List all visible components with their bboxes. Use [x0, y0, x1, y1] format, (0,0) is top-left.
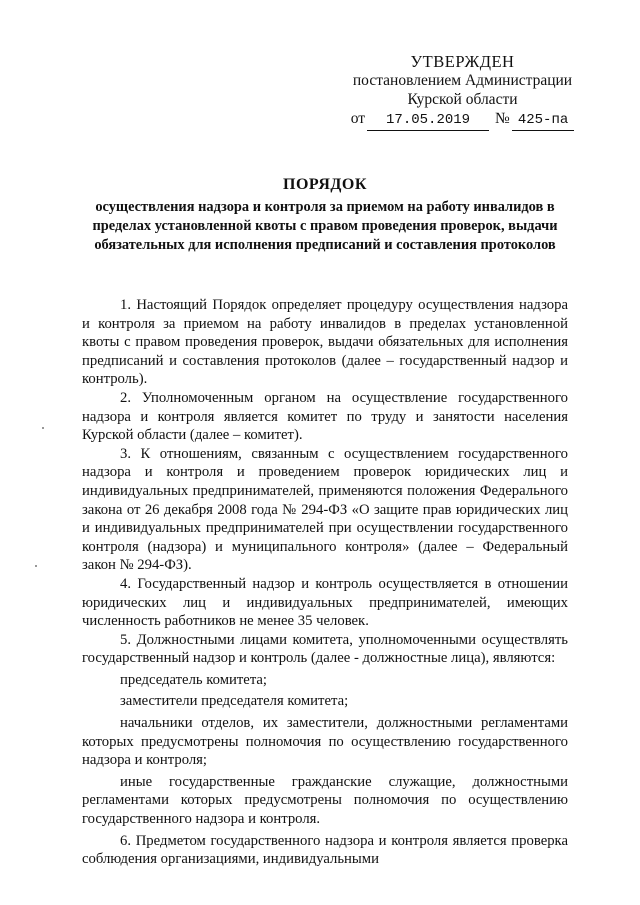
list-item-deputies: заместители председателя комитета; [120, 693, 349, 710]
document-body [82, 296, 568, 869]
approval-date: 17.05.2019 [367, 111, 489, 131]
paragraph-6: 6. Предметом государственного надзора и контроля является проверка соблюдения организациями, индивидуальными [82, 832, 568, 868]
approval-date-row [340, 109, 585, 131]
paragraph-4: 4. Государственный надзор и контроль осуществляется в отношении юридических лиц и индивидуальных предпринимателей, имеющих численность работников не менее 35 человек. [82, 575, 568, 630]
list-item-chairman: председатель комитета; [120, 671, 268, 688]
document-subtitle: осуществления надзора и контроля за приемом на работу инвалидов в пределах установленной квоты с правом проведения проверок, выдачи обязательных для исполнения предписаний и составления протоколов [92, 199, 558, 253]
scan-speck [42, 427, 44, 429]
approval-line-1: постановлением Администрации [352, 72, 573, 89]
document-heading [72, 176, 578, 255]
list-item-other-servants: иные государственные гражданские служащие, должностными регламентами которых предусмотрены полномочия по осуществлению государственного надзора и контроля. [82, 773, 568, 828]
paragraph-3: 3. К отношениям, связанным с осуществлением государственного надзора и контроля и проведением проверок юридических лиц и индивидуальных предпринимателей, применяются положения Федерального закона от 26 декабря 2008 года № 294-ФЗ «О защите прав юридических лиц и индивидуальных предпринимателей при осуществлении государственного контроля (надзора) и муниципального контроля» (далее – Федеральный закон № 294-ФЗ). [82, 445, 568, 574]
approval-block [340, 52, 585, 131]
document-title: ПОРЯДОК [283, 176, 367, 193]
number-prefix: № [495, 110, 510, 127]
paragraph-2: 2. Уполномоченным органом на осуществление государственного надзора и контроля является комитет по труду и занятости населения Курской области (далее – комитет). [82, 389, 568, 444]
scan-speck [35, 565, 37, 567]
paragraph-1: 1. Настоящий Порядок определяет процедуру осуществления надзора и контроля за приемом на работу инвалидов в пределах установленной квоты с правом проведения проверок, выдачи обязательных для исполнения предписаний и составления протоколов (далее – государственный надзор и контроль). [82, 297, 568, 388]
approval-number: 425-па [512, 111, 574, 131]
approval-line-2: Курской области [407, 91, 518, 108]
date-prefix: от [350, 110, 366, 127]
approval-title: УТВЕРЖДЕН [410, 52, 515, 71]
list-item-heads: начальники отделов, их заместители, должностными регламентами которых предусмотрены полномочия по осуществлению государственного надзора и контроля; [82, 715, 568, 769]
paragraph-5: 5. Должностными лицами комитета, уполномоченными осуществлять государственный надзор и контроль (далее - должностные лица), являются: [82, 631, 568, 667]
